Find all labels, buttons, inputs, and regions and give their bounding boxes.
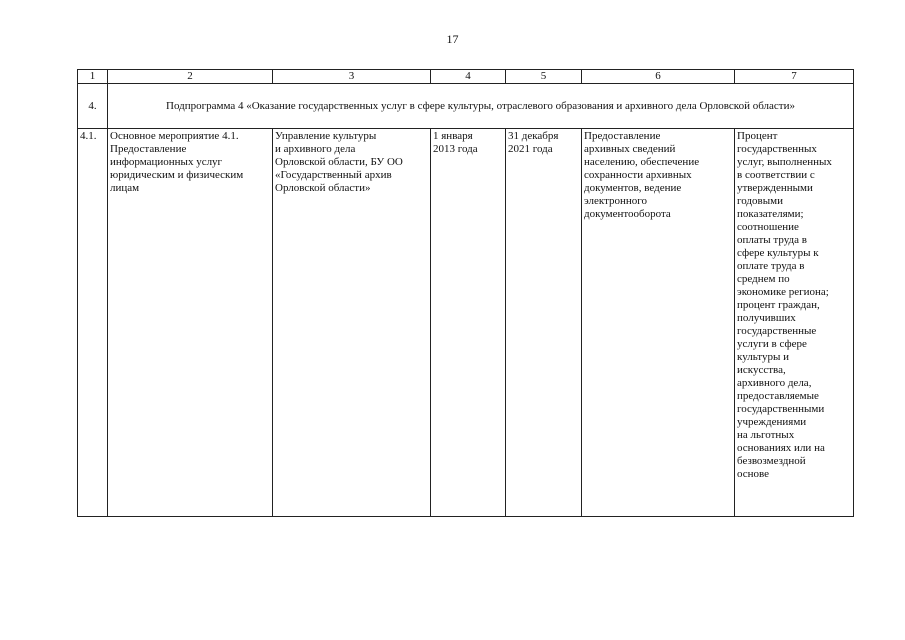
column-number-6: 6 <box>582 70 735 84</box>
subprogram-number: 4. <box>78 84 108 129</box>
indicators-cell: Процент государственных услуг, выполненных в соответствии с утвержденными годовыми показателями; соотношение оплаты труда в сфере культуры к оплате труда в среднем по экономике региона; процент граждан, получивших государственные услуги в сфере культуры и искусства, архивного дела, предоставляемые государственными учреждениями на льготных основаниях или на безвозмездной основе <box>735 129 854 517</box>
column-number-3: 3 <box>273 70 431 84</box>
start-date-cell: 1 января 2013 года <box>431 129 506 517</box>
column-number-1: 1 <box>78 70 108 84</box>
executor-cell: Управление культуры и архивного дела Орловской области, БУ ОО «Государственный архив Орловской области» <box>273 129 431 517</box>
page-number: 17 <box>446 32 459 46</box>
table-row <box>78 129 854 517</box>
subprogram-title: Подпрограмма 4 «Оказание государственных услуг в сфере культуры, отраслевого образования и архивного дела Орловской области» <box>108 84 854 129</box>
column-number-2: 2 <box>108 70 273 84</box>
result-cell: Предоставление архивных сведений населению, обеспечение сохранности архивных документов, ведение электронного документооборота <box>582 129 735 517</box>
subprogram-row <box>78 84 854 129</box>
end-date-cell: 31 декабря 2021 года <box>506 129 582 517</box>
column-number-7: 7 <box>735 70 854 84</box>
column-number-row <box>78 70 854 84</box>
activities-table <box>77 69 854 517</box>
activity-cell: Основное мероприятие 4.1. Предоставление информационных услуг юридическим и физическим лицам <box>108 129 273 517</box>
column-number-4: 4 <box>431 70 506 84</box>
column-number-5: 5 <box>506 70 582 84</box>
row-number: 4.1. <box>78 129 108 517</box>
